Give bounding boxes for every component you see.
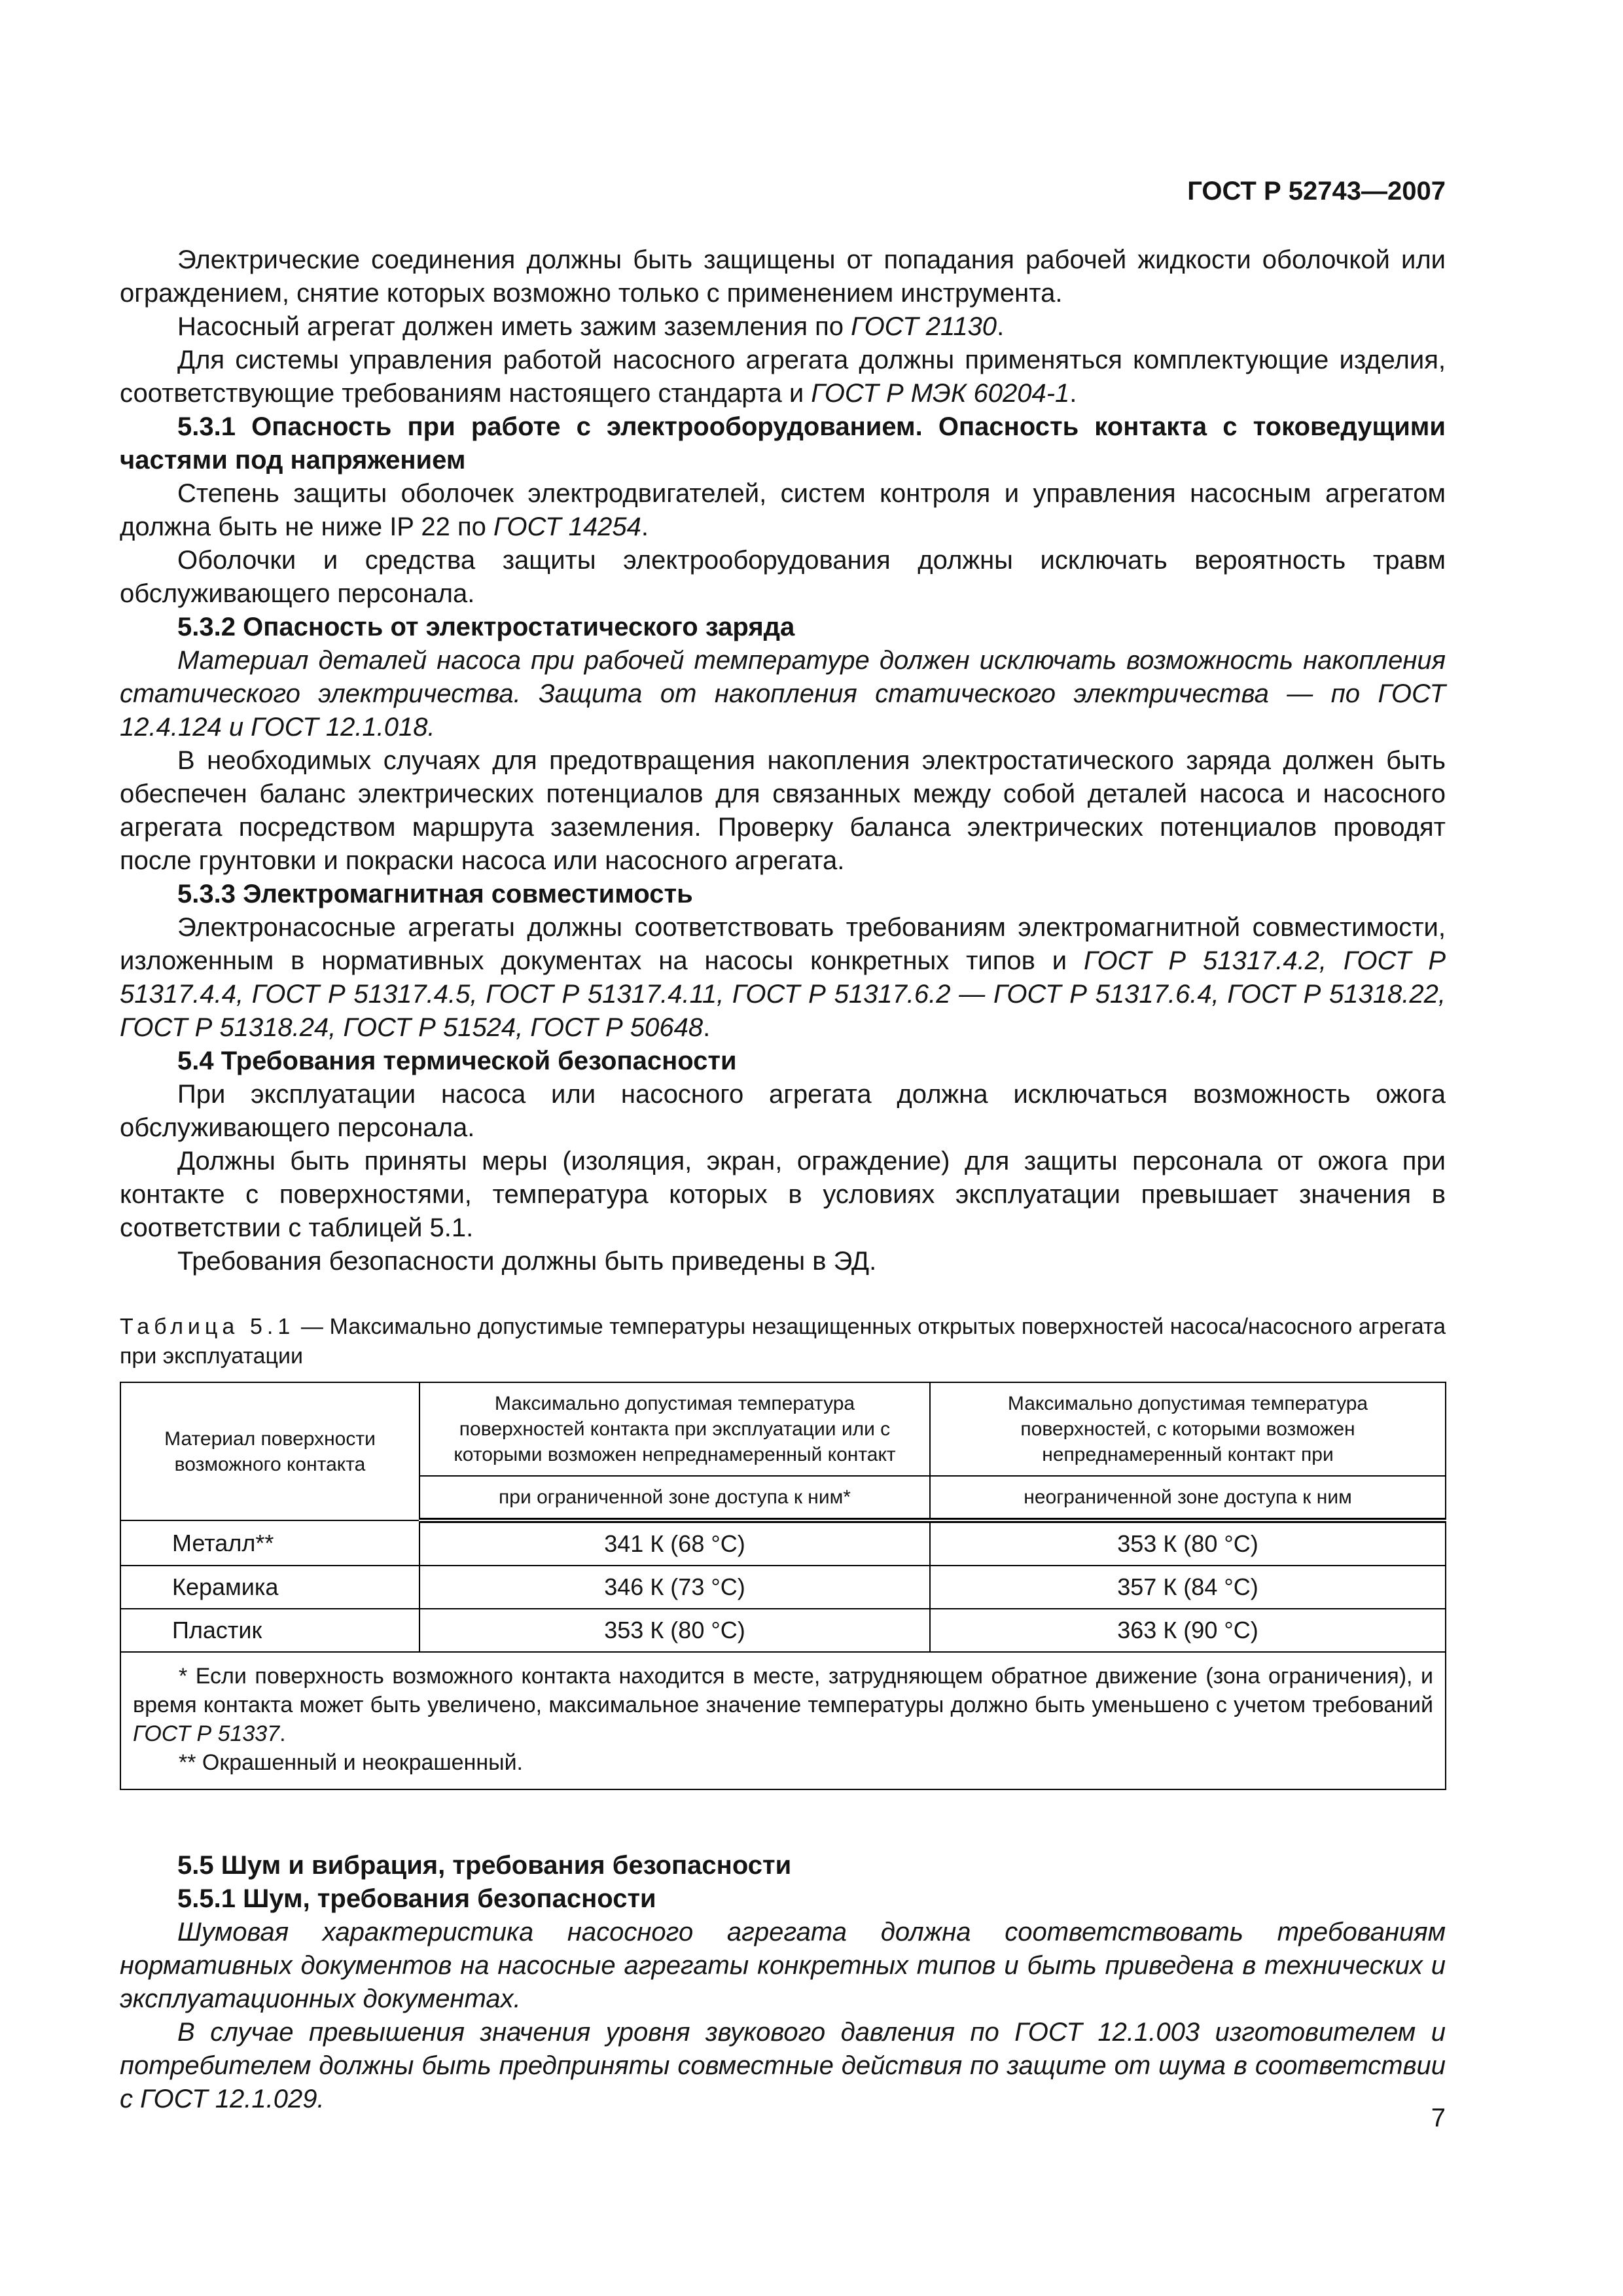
heading-5-5-1: 5.5.1 Шум, требования безопасности	[177, 1884, 656, 1913]
max-temperature-table	[120, 1382, 1446, 1790]
table-caption-text: Максимально допустимые температуры незащищенных открытых поверхностей насоса/насосного агрегата при эксплуатации	[120, 1314, 1446, 1369]
doc-header-standard-number: ГОСТ Р 52743—2007	[1187, 177, 1446, 206]
paragraph: Электрические соединения должны быть защищены от попадания рабочей жидкости оболочкой или ограждением, снятие которых возможно только с применением инструмента.	[120, 245, 1446, 308]
heading-5-5: 5.5 Шум и вибрация, требования безопасности	[177, 1851, 792, 1880]
table-row-ceramic	[120, 1566, 1446, 1609]
cell-limited-temp: 346 К (73 °С)	[419, 1566, 930, 1609]
cell-material: Металл**	[120, 1520, 419, 1566]
gost-reference: ГОСТ Р МЭК 60204-1	[811, 379, 1070, 408]
table-footnotes	[120, 1652, 1446, 1789]
text-run: .	[703, 1013, 711, 1042]
paragraph: Должны быть приняты меры (изоляция, экран, ограждение) для защиты персонала от ожога при контакте с поверхностями, температура которых в условиях эксплуатации превышает значения в соответствии с таблицей 5.1.	[120, 1147, 1446, 1242]
table-header-row-top	[120, 1382, 1446, 1476]
page-number: 7	[1431, 2104, 1446, 2132]
paragraph	[120, 911, 1446, 1045]
text-run: .	[997, 312, 1005, 341]
text-run: Для системы управления работой насосного агрегата должны применяться комплектующие изделия, соответствующие требованиям настоящего стандарта и	[120, 346, 1446, 408]
cell-unlimited-temp: 353 К (80 °С)	[930, 1520, 1446, 1566]
paragraph: Требования безопасности должны быть приведены в ЭД.	[177, 1247, 877, 1276]
paragraph: В необходимых случаях для предотвращения накопления электростатического заряда должен быть обеспечен баланс электрических потенциалов для связанных между собой деталей насоса и насосного агрегата посредством маршрута заземления. Проверку баланса электрических потенциалов проводят после грунтовки и покраски насоса или насосного агрегата.	[120, 746, 1446, 875]
text-run: .	[279, 1721, 286, 1746]
footnote-double-asterisk: ** Окрашенный и неокрашенный.	[179, 1750, 524, 1775]
gost-reference: ГОСТ Р 51337	[133, 1721, 280, 1746]
paragraph	[120, 310, 1446, 344]
heading-5-3-3: 5.3.3 Электромагнитная совместимость	[177, 880, 693, 908]
table-caption	[120, 1312, 1446, 1371]
col-header-unlimited-zone-top: Максимально допустимая температура поверхностей, с которыми возможен непреднамеренный контакт при	[930, 1382, 1446, 1476]
cell-unlimited-temp: 363 К (90 °С)	[930, 1609, 1446, 1652]
text-run: .	[641, 512, 649, 541]
cell-limited-temp: 341 К (68 °С)	[419, 1520, 930, 1566]
paragraph: Шумовая характеристика насосного агрегата должна соответствовать требованиям нормативных документов на насосные агрегаты конкретных типов и быть приведена в технических и эксплуатационных документах.	[120, 1918, 1446, 2013]
text-run: * Если поверхность возможного контакта находится в месте, затрудняющем обратное движение (зона ограничения), и время контакта может быть увеличено, максимальное значение температуры должно быть уменьшено с учетом требований	[133, 1664, 1433, 1717]
col-header-unlimited-zone-bottom: неограниченной зоне доступа к ним	[930, 1476, 1446, 1520]
paragraph: В случае превышения значения уровня звукового давления по ГОСТ 12.1.003 изготовителем и потребителем должны быть предприняты совместные действия по защите от шума в соответствии с ГОСТ 12.1.029.	[120, 2018, 1446, 2113]
text-run: .	[1069, 379, 1077, 408]
table-row-metal	[120, 1520, 1446, 1566]
col-header-limited-zone-bottom: при ограниченной зоне доступа к ним*	[419, 1476, 930, 1520]
heading-5-3-2: 5.3.2 Опасность от электростатического заряда	[177, 613, 795, 641]
col-header-limited-zone-top: Максимально допустимая температура поверхностей контакта при эксплуатации или с которыми возможен непреднамеренный контакт	[419, 1382, 930, 1476]
paragraph: При эксплуатации насоса или насосного агрегата должна исключаться возможность ожога обслуживающего персонала.	[120, 1080, 1446, 1142]
table-caption-label: Таблица 5.1	[120, 1314, 295, 1339]
table-row-plastic	[120, 1609, 1446, 1652]
text-run: Степень защиты оболочек электродвигателей, систем контроля и управления насосным агрегатом должна быть не ниже IP 22 по	[120, 479, 1446, 541]
paragraph	[120, 477, 1446, 544]
gost-reference: ГОСТ 21130	[851, 312, 997, 341]
gost-reference-list: ГОСТ Р 51317.4.2, ГОСТ Р 51317.4.4, ГОСТ Р 51317.4.5, ГОСТ Р 51317.4.11, ГОСТ Р 51317.6.2 — ГОСТ Р 51317.6.4, ГОСТ Р 51318.22, ГОСТ Р 51318.24, ГОСТ Р 51524, ГОСТ Р 50648	[120, 946, 1446, 1042]
col-header-material: Материал поверхности возможного контакта	[120, 1382, 419, 1520]
cell-unlimited-temp: 357 К (84 °С)	[930, 1566, 1446, 1609]
heading-5-4: 5.4 Требования термической безопасности	[177, 1047, 737, 1075]
table-caption-dash: —	[294, 1314, 330, 1339]
gost-reference: ГОСТ 14254	[493, 512, 641, 541]
paragraph: Материал деталей насоса при рабочей температуре должен исключать возможность накопления статического электричества. Защита от накопления статического электричества — по ГОСТ 12.4.124 и ГОСТ 12.1.018.	[120, 646, 1446, 742]
footnote-asterisk	[133, 1662, 1433, 1748]
cell-material: Пластик	[120, 1609, 419, 1652]
text-run: Электронасосные агрегаты должны соответствовать требованиям электромагнитной совместимости, изложенным в нормативных документах на насосы конкретных типов и	[120, 913, 1446, 975]
paragraph: Оболочки и средства защиты электрооборудования должны исключать вероятность травм обслуживающего персонала.	[120, 546, 1446, 608]
heading-5-3-1: 5.3.1 Опасность при работе с электрооборудованием. Опасность контакта с токоведущими частями под напряжением	[120, 412, 1446, 475]
text-run: Насосный агрегат должен иметь зажим заземления по	[177, 312, 851, 341]
cell-material: Керамика	[120, 1566, 419, 1609]
cell-limited-temp: 353 К (80 °С)	[419, 1609, 930, 1652]
paragraph	[120, 344, 1446, 410]
table-footnote-row	[120, 1652, 1446, 1789]
